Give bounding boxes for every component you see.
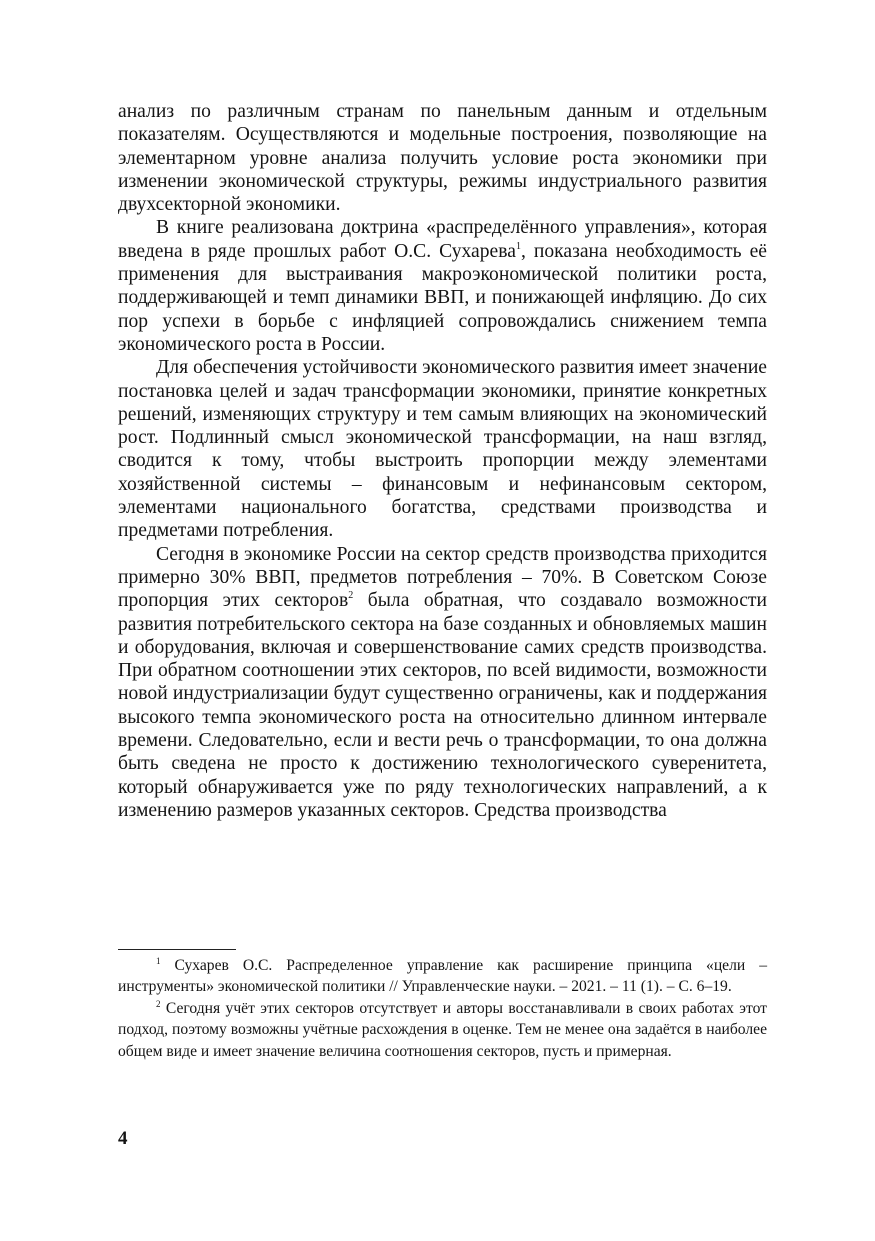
footnote-1: [118, 955, 767, 998]
paragraph-3: Для обеспечения устойчивости экономического развития имеет значение постановка целей и задач трансформации экономики, принятие конкретных решений, изменяющих структуру и тем самым влияющих на экономический рост. Подлинный смысл экономической трансформации, на наш взгляд, сводится к тому, чтобы выстроить пропорции между элементами хозяйственной системы – финансовым и нефинансовым сектором, элементами национального богатства, средствами производства и предметами потребления.: [118, 357, 767, 542]
paragraph-2-text-a: В книге реализована доктрина «распределённого управления», которая введена в ряде прошлых работ О.С. Сухарева: [118, 217, 767, 262]
main-text: [118, 100, 767, 822]
footnote-ref-2[interactable]: 2: [348, 590, 354, 602]
footnote-divider: [118, 949, 236, 950]
footnote-2: [118, 998, 767, 1062]
paragraph-4: [118, 543, 767, 823]
paragraph-2: [118, 216, 767, 356]
paragraph-1: анализ по различным странам по панельным данным и отдельным показателям. Осуществляются и модельные построения, позволяющие на элементарном уровне анализа получить условие роста экономики при изменении экономической структуры, режимы индустриального развития двухсекторной экономики.: [118, 101, 767, 216]
footnote-1-text: Сухарев О.С. Распределенное управление как расширение принципа «цели – инструменты» экономической политики // Управленческие науки. – 2021. – 11 (1). – С. 6–19.: [118, 957, 767, 996]
footnote-1-mark: 1: [156, 956, 161, 966]
footnotes: [118, 955, 767, 1062]
page-content: [118, 100, 767, 822]
page-number: 4: [118, 1128, 128, 1149]
paragraph-4-text-a: Сегодня в экономике России на сектор средств производства приходится примерно 30% ВВП, предметов потребления – 70%. В Советском Союзе пропорция этих секторов: [118, 543, 767, 612]
paragraph-4-text-b: была обратная, что создавало возможности развития потребительского сектора на базе созданных и обновляемых машин и оборудования, включая и совершенствование самих средств производства. При обратном соотношении этих секторов, по всей видимости, возможности новой индустриализации будут существенно ограничены, как и поддержания высокого темпа экономического роста на относительно длинном интервале времени. Следовательно, если и вести речь о трансформации, то она должна быть сведена не просто к достижению технологического суверенитета, который обнаруживается уже по ряду технологических направлений, а к изменению размеров указанных секторов. Средства производства: [118, 590, 767, 821]
paragraph-2-text-b: , показана необходимость её применения для выстраивания макроэкономической политики роста, поддерживающей и темп динамики ВВП, и понижающей инфляцию. До сих пор успехи в борьбе с инфляцией сопровождались снижением темпа экономического роста в России.: [118, 240, 767, 355]
footnote-ref-1[interactable]: 1: [515, 240, 521, 252]
footnote-2-mark: 2: [156, 998, 161, 1009]
footnote-2-text: Сегодня учёт этих секторов отсутствует и авторы восстанавливали в своих работах этот подход, поэтому возможны учётные расхождения в оценке. Тем не менее она задаётся в наиболее общем виде и имеет значение величина соотношения секторов, пусть и примерная.: [118, 999, 767, 1060]
